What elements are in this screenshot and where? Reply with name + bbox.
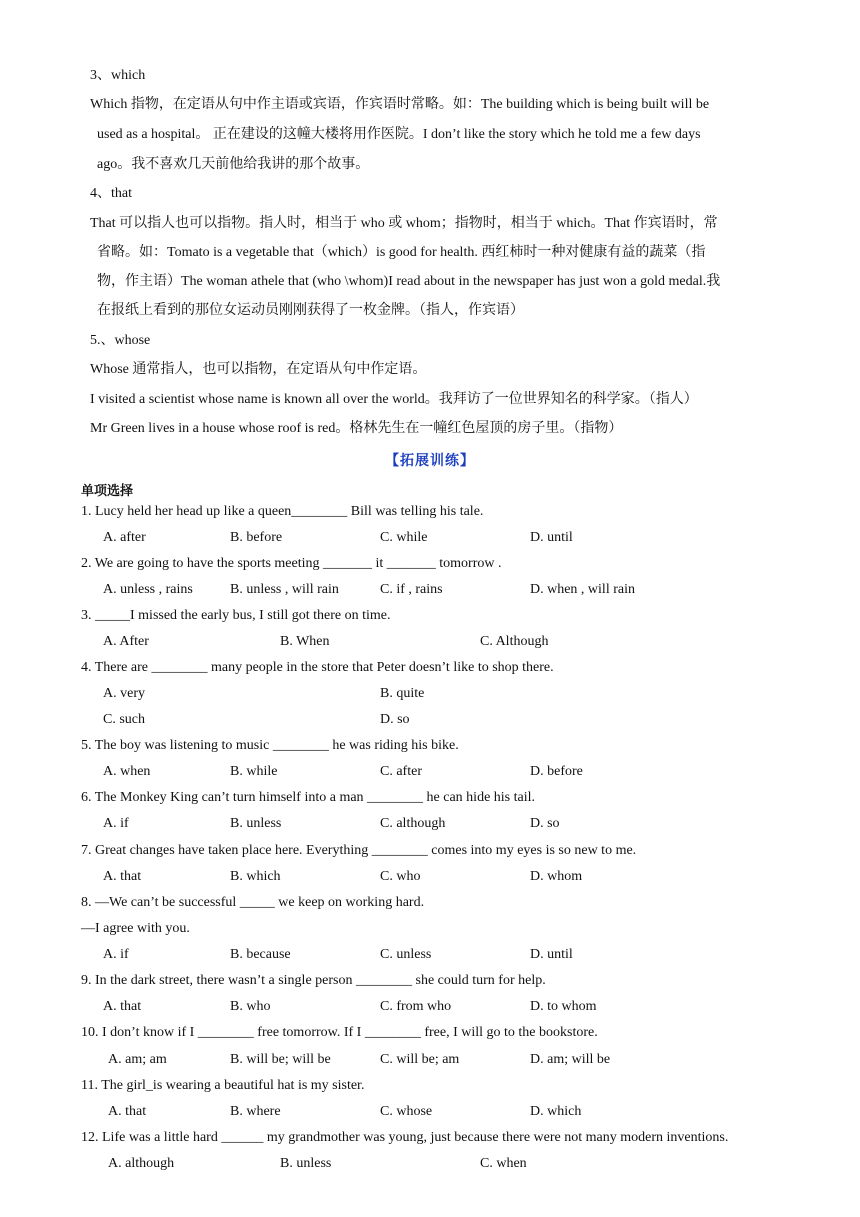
q7-option-b: B. which [230, 869, 281, 884]
question-10: 10. I don’t know if I ________ free tomorrow. If I ________ free, I will go to the bookstore. [81, 1025, 598, 1040]
q11-option-b: B. where [230, 1104, 281, 1119]
q1-option-a: A. after [103, 530, 146, 545]
q8-option-a: A. if [103, 947, 129, 962]
question-8: 8. —We can’t be successful _____ we keep on working hard. [81, 895, 425, 910]
whose-line-3: Mr Green lives in a house whose roof is red。格林先生在一幢红色屋顶的房子里。（指物） [90, 421, 623, 436]
q11-option-c: C. whose [380, 1104, 433, 1119]
q9-option-a: A. that [103, 999, 142, 1014]
question-3: 3. _____I missed the early bus, I still got there on time. [81, 608, 391, 623]
which-line-2: used as a hospital。 正在建设的这幢大楼将用作医院。I don’t like the story which he told me a few days [97, 127, 701, 142]
q9-option-b: B. who [230, 999, 271, 1014]
q4-option-a: A. very [103, 686, 145, 701]
q5-option-a: A. when [103, 764, 151, 779]
q6-option-b: B. unless [230, 816, 282, 831]
q8-option-c: C. unless [380, 947, 432, 962]
that-line-2: 省略。如：Tomato is a vegetable that（which）is good for health. 西红柿时一种对健康有益的蔬菜（指 [97, 245, 706, 260]
q4-option-d: D. so [380, 712, 410, 727]
that-heading: 4、that [90, 186, 132, 201]
q2-option-a: A. unless , rains [103, 582, 193, 597]
q2-option-b: B. unless , will rain [230, 582, 339, 597]
question-1: 1. Lucy held her head up like a queen________ Bill was telling his tale. [81, 504, 484, 519]
q2-option-d: D. when , will rain [530, 582, 635, 597]
which-line-3: ago。我不喜欢几天前他给我讲的那个故事。 [97, 157, 370, 172]
q8-option-d: D. until [530, 947, 573, 962]
q3-option-a: A. After [103, 634, 149, 649]
q7-option-c: C. who [380, 869, 421, 884]
that-line-3: 物，作主语）The woman athele that (who \whom)I read about in the newspaper has just won a gold medal.我 [97, 274, 721, 289]
question-7: 7. Great changes have taken place here. Everything ________ comes into my eyes is so new to me. [81, 843, 637, 858]
question-6: 6. The Monkey King can’t turn himself into a man ________ he can hide his tail. [81, 790, 536, 805]
q7-option-a: A. that [103, 869, 142, 884]
q1-option-b: B. before [230, 530, 283, 545]
question-8-reply: —I agree with you. [81, 921, 190, 936]
q11-option-a: A. that [108, 1104, 147, 1119]
q12-option-c: C. when [480, 1156, 527, 1171]
q9-option-c: C. from who [380, 999, 452, 1014]
q5-option-d: D. before [530, 764, 583, 779]
that-line-1: That 可以指人也可以指物。指人时，相当于 who 或 whom；指物时，相当于 which。That 作宾语时，常 [90, 216, 718, 231]
q6-option-a: A. if [103, 816, 129, 831]
whose-line-2: I visited a scientist whose name is known all over the world。我拜访了一位世界知名的科学家。（指人） [90, 392, 698, 407]
q1-option-c: C. while [380, 530, 428, 545]
q10-option-b: B. will be; will be [230, 1052, 331, 1067]
q2-option-c: C. if , rains [380, 582, 443, 597]
q6-option-d: D. so [530, 816, 560, 831]
q4-option-c: C. such [103, 712, 145, 727]
question-11: 11. The girl_is wearing a beautiful hat is my sister. [81, 1078, 365, 1093]
q11-option-d: D. which [530, 1104, 582, 1119]
which-line-1: Which 指物，在定语从句中作主语或宾语，作宾语时常略。如：The building which is being built will be [90, 97, 710, 112]
q5-option-c: C. after [380, 764, 422, 779]
question-4: 4. There are ________ many people in the store that Peter doesn’t like to shop there. [81, 660, 554, 675]
question-12: 12. Life was a little hard ______ my grandmother was young, just because there were not many modern inventions. [81, 1130, 729, 1145]
whose-heading: 5.、whose [90, 333, 151, 348]
q7-option-d: D. whom [530, 869, 583, 884]
q3-option-c: C. Although [480, 634, 549, 649]
question-2: 2. We are going to have the sports meeting _______ it _______ tomorrow . [81, 556, 502, 571]
question-5: 5. The boy was listening to music ________ he was riding his bike. [81, 738, 459, 753]
which-heading: 3、which [90, 68, 146, 83]
q12-option-b: B. unless [280, 1156, 332, 1171]
question-9: 9. In the dark street, there wasn’t a single person ________ she could turn for help. [81, 973, 546, 988]
q10-option-d: D. am; will be [530, 1052, 611, 1067]
q10-option-c: C. will be; am [380, 1052, 460, 1067]
q10-option-a: A. am; am [108, 1052, 167, 1067]
q8-option-b: B. because [230, 947, 291, 962]
q6-option-c: C. although [380, 816, 446, 831]
q9-option-d: D. to whom [530, 999, 597, 1014]
q12-option-a: A. although [108, 1156, 175, 1171]
q1-option-d: D. until [530, 530, 573, 545]
section-title: 【拓展训练】 [385, 453, 475, 469]
q3-option-b: B. When [280, 634, 330, 649]
that-line-4: 在报纸上看到的那位女运动员刚刚获得了一枚金牌。（指人，作宾语） [97, 303, 524, 318]
q4-option-b: B. quite [380, 686, 425, 701]
whose-line-1: Whose 通常指人，也可以指物，在定语从句中作定语。 [90, 362, 427, 377]
exercise-heading: 单项选择 [81, 484, 134, 499]
q5-option-b: B. while [230, 764, 278, 779]
